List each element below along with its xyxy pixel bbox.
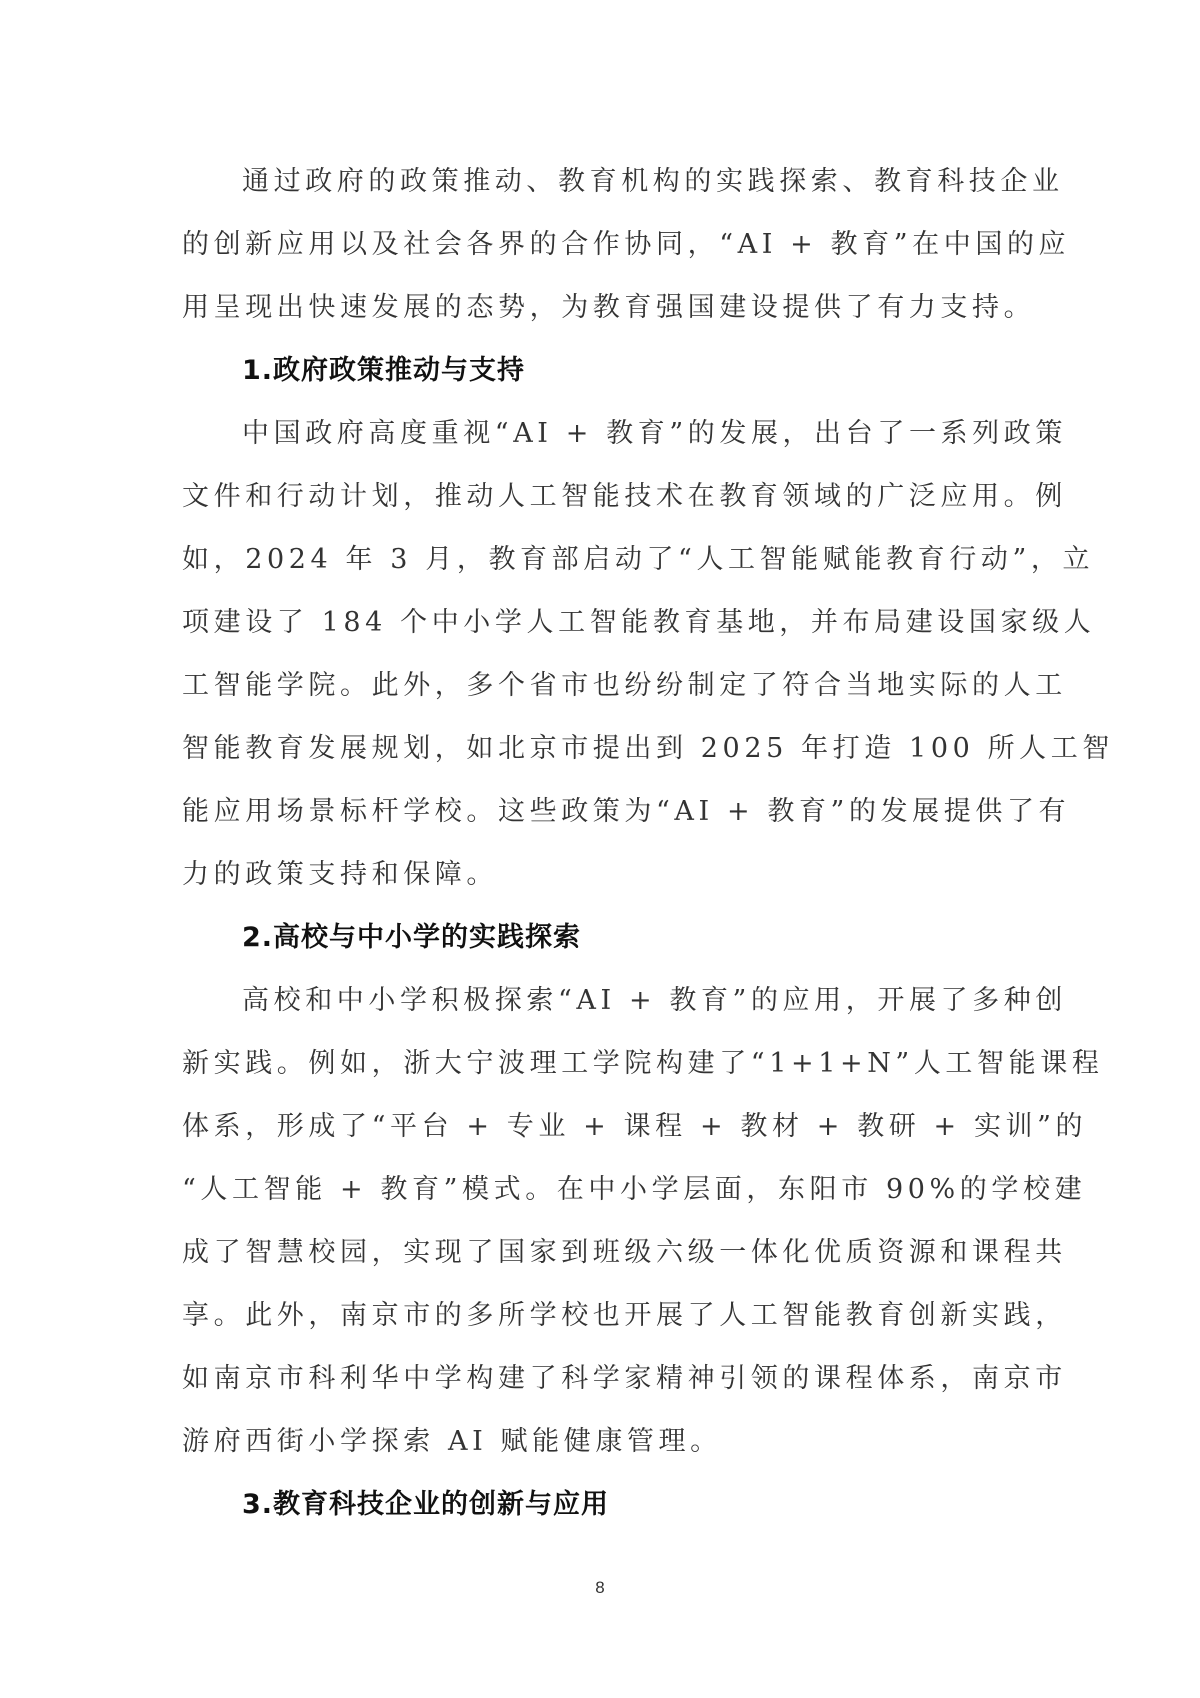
paragraph-line: 智能教育发展规划，如北京市提出到 2025 年打造 100 所人工智 [182,733,1114,764]
paragraph-line: “人工智能 + 教育”模式。在中小学层面，东阳市 90%的学校建 [182,1174,1087,1205]
paragraph-line: 享。此外，南京市的多所学校也开展了人工智能教育创新实践， [182,1300,1067,1331]
paragraph-line: 如，2024 年 3 月，教育部启动了“人工智能赋能教育行动”，立 [182,544,1095,575]
paragraph-line: 项建设了 184 个中小学人工智能教育基地，并布局建设国家级人 [182,607,1096,638]
section-heading-2: 2.高校与中小学的实践探索 [242,922,582,953]
paragraph-line: 文件和行动计划，推动人工智能技术在教育领域的广泛应用。例 [182,481,1067,512]
paragraph-line: 中国政府高度重视“AI + 教育”的发展，出台了一系列政策 [242,418,1067,449]
paragraph-line: 能应用场景标杆学校。这些政策为“AI + 教育”的发展提供了有 [182,796,1071,827]
paragraph-line: 成了智慧校园，实现了国家到班级六级一体化优质资源和课程共 [182,1237,1067,1268]
paragraph-line: 的创新应用以及社会各界的合作协同，“AI + 教育”在中国的应 [182,229,1071,260]
paragraph-line: 高校和中小学积极探索“AI + 教育”的应用，开展了多种创 [242,985,1067,1016]
page-number: 8 [595,1578,605,1597]
section-heading-1: 1.政府政策推动与支持 [242,355,526,386]
paragraph-line: 通过政府的政策推动、教育机构的实践探索、教育科技企业 [242,166,1064,197]
section-heading-3: 3.教育科技企业的创新与应用 [242,1489,610,1520]
paragraph-line: 体系，形成了“平台 + 专业 + 课程 + 教材 + 教研 + 实训”的 [182,1111,1088,1142]
paragraph-line: 力的政策支持和保障。 [182,859,498,890]
paragraph-line: 工智能学院。此外，多个省市也纷纷制定了符合当地实际的人工 [182,670,1067,701]
paragraph-line: 如南京市科利华中学构建了科学家精神引领的课程体系，南京市 [182,1363,1067,1394]
paragraph-line: 用呈现出快速发展的态势，为教育强国建设提供了有力支持。 [182,292,1036,323]
paragraph-line: 新实践。例如，浙大宁波理工学院构建了“1+1+N”人工智能课程 [182,1048,1104,1079]
page-content [182,150,1114,1536]
paragraph-line: 游府西街小学探索 AI 赋能健康管理。 [182,1426,722,1457]
